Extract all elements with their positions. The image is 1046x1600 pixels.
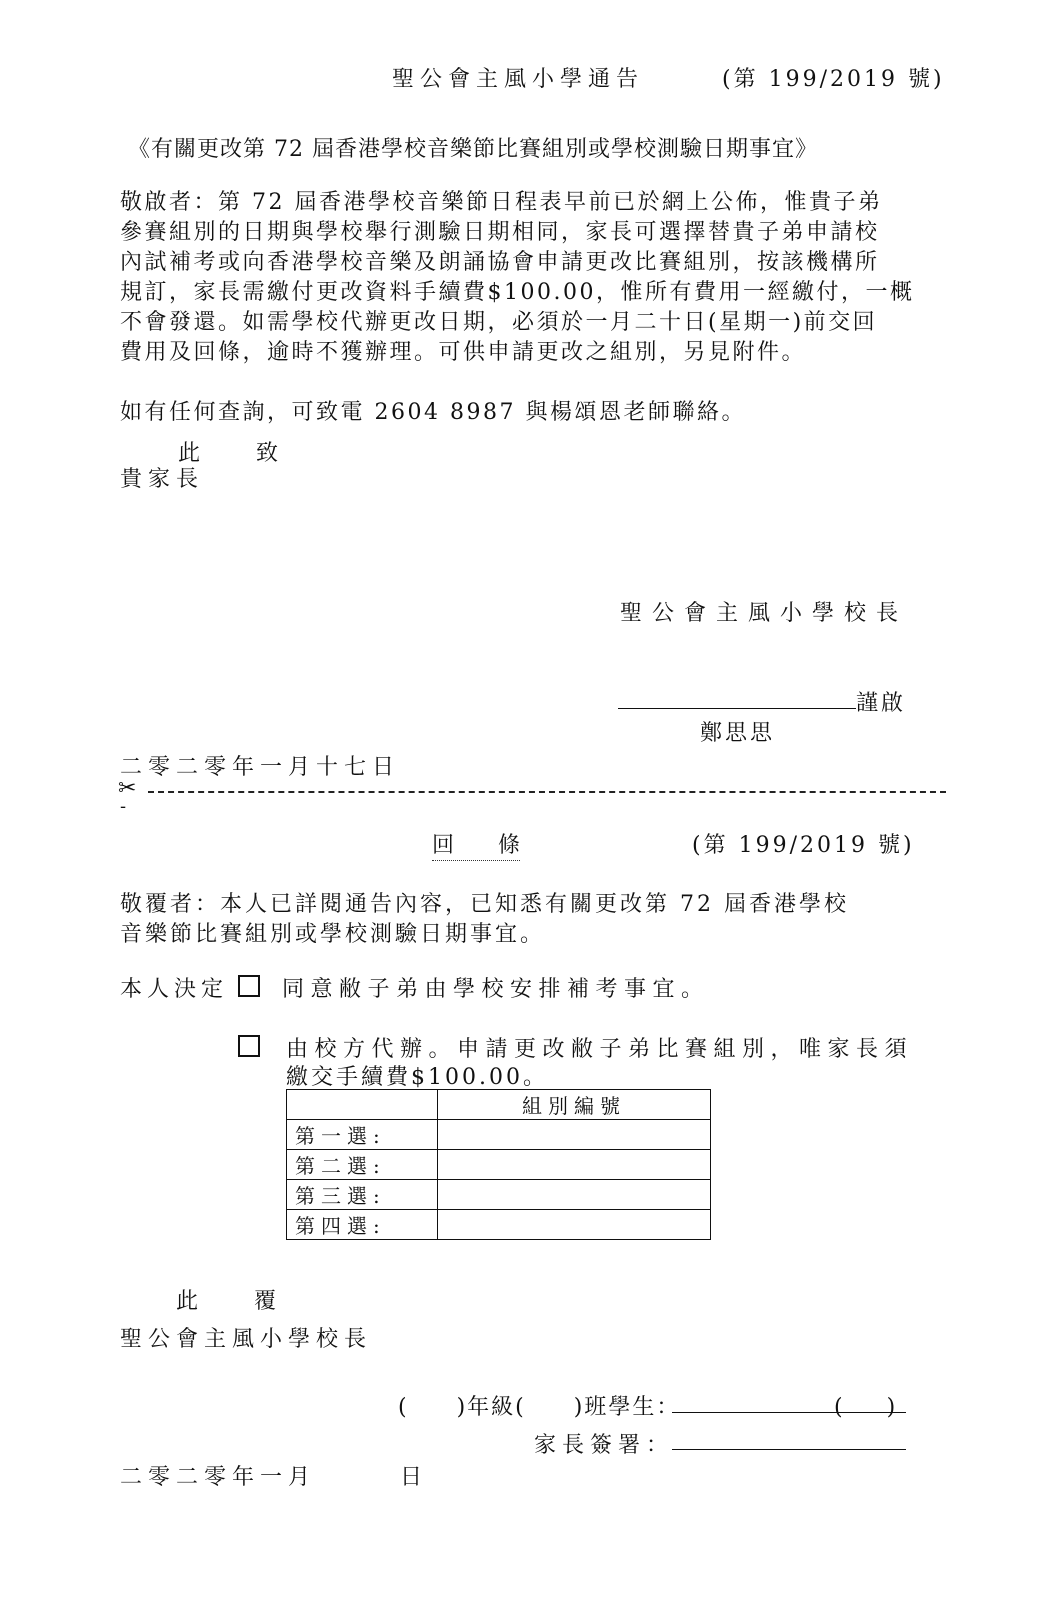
notice-number: (第 199/2019 號) bbox=[722, 67, 945, 92]
reply-closing: 此 覆 bbox=[176, 1289, 281, 1314]
student-label: ( )年級( )班學生： bbox=[398, 1395, 681, 1420]
letter-date: 二零二零年一月十七日 bbox=[120, 755, 401, 780]
reply-line: 敬覆者：本人已詳閱通告內容，已知悉有關更改第 72 屆香港學校 bbox=[120, 892, 849, 917]
option2-fee: 繳交手續費$100.00。 bbox=[286, 1065, 548, 1090]
notice-subject: 《有關更改第 72 屆香港學校音樂節比賽組別或學校測驗日期事宜》 bbox=[128, 137, 818, 162]
reply-number: (第 199/2019 號) bbox=[692, 833, 915, 858]
choice-label: 第四選: bbox=[287, 1210, 438, 1240]
choice-input[interactable] bbox=[438, 1150, 711, 1180]
option1-label: 同意敝子弟由學校安排補考事宜。 bbox=[282, 977, 710, 1002]
option1-checkbox[interactable] bbox=[238, 975, 260, 997]
option2-label: 由校方代辦。申請更改敝子弟比賽組別，唯家長須 bbox=[286, 1037, 914, 1062]
choice-input[interactable] bbox=[438, 1180, 711, 1210]
reply-title: 回 條 bbox=[432, 828, 520, 861]
salutation: 此 致 bbox=[178, 441, 283, 466]
table-row bbox=[287, 1150, 711, 1180]
choice-input[interactable] bbox=[438, 1210, 711, 1240]
addressee: 貴家長 bbox=[120, 467, 205, 492]
cut-line bbox=[148, 791, 946, 793]
choice-label: 第三選: bbox=[287, 1180, 438, 1210]
student-number-paren: ( ) bbox=[834, 1395, 896, 1420]
decide-label: 本人決定 bbox=[120, 977, 229, 1002]
notice-title: 聖公會主風小學通告 bbox=[392, 67, 645, 92]
reply-body bbox=[120, 890, 960, 950]
choice-input[interactable] bbox=[438, 1120, 711, 1150]
table-row bbox=[287, 1120, 711, 1150]
parent-signature-field[interactable] bbox=[672, 1449, 906, 1450]
parent-sign-label: 家長簽署： bbox=[534, 1433, 675, 1458]
option2-checkbox[interactable] bbox=[238, 1035, 260, 1057]
scissors-icon: ✂ bbox=[118, 776, 137, 801]
respectfully-label: 謹啟 bbox=[856, 691, 907, 716]
letter-line: 參賽組別的日期與學校舉行測驗日期相同，家長可選擇替貴子弟申請校 bbox=[120, 220, 880, 245]
table-header: 組別編號 bbox=[438, 1090, 711, 1120]
table-row bbox=[287, 1210, 711, 1240]
reply-addressee: 聖公會主風小學校長 bbox=[120, 1327, 373, 1352]
reply-date: 二零二零年一月 日 bbox=[120, 1465, 429, 1490]
table-header-empty bbox=[287, 1090, 438, 1120]
letter-line: 敬啟者：第 72 屆香港學校音樂節日程表早前已於網上公佈，惟貴子弟 bbox=[120, 190, 883, 215]
signer-title: 聖公會主風小學校長 bbox=[620, 601, 909, 626]
table-row bbox=[287, 1180, 711, 1210]
choice-label: 第一選: bbox=[287, 1120, 438, 1150]
letter-line: 費用及回條，逾時不獲辦理。可供申請更改之組別，另見附件。 bbox=[120, 340, 807, 365]
letter-line: 不會發還。如需學校代辦更改日期，必須於一月二十日(星期一)前交回 bbox=[120, 310, 878, 335]
table-header-row bbox=[287, 1090, 711, 1120]
cut-line-dash: - bbox=[120, 796, 127, 817]
group-number-table bbox=[286, 1089, 711, 1240]
letter-body bbox=[120, 188, 960, 368]
choice-label: 第二選: bbox=[287, 1150, 438, 1180]
signer-name: 鄭思思 bbox=[700, 721, 776, 746]
reply-line: 音樂節比賽組別或學校測驗日期事宜。 bbox=[120, 922, 546, 947]
enquiry-line: 如有任何查詢，可致電 2604 8987 與楊頌恩老師聯絡。 bbox=[120, 400, 746, 425]
letter-line: 內試補考或向香港學校音樂及朗誦協會申請更改比賽組別，按該機構所 bbox=[120, 250, 880, 275]
signature-line bbox=[618, 708, 856, 709]
letter-line: 規訂，家長需繳付更改資料手續費$100.00，惟所有費用一經繳付，一概 bbox=[120, 280, 915, 305]
